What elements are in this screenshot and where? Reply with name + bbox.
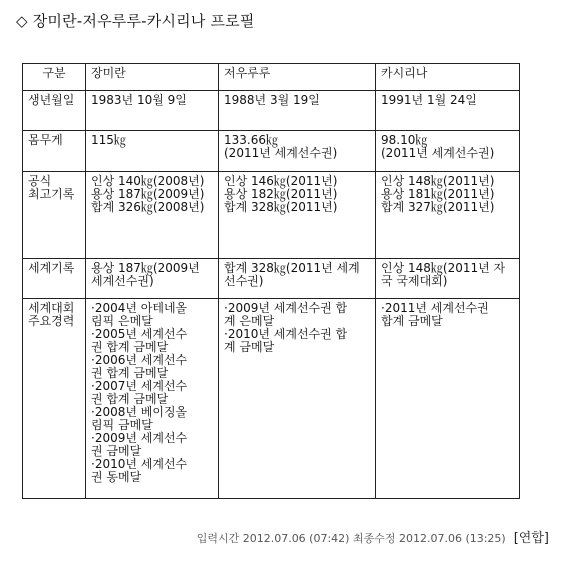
header-category: 구분 [23,64,86,91]
table-cell: ·2011년 세계선수권 합계 금메달 [376,299,520,499]
header-zhou-lulu: 저우루루 [219,64,376,91]
table-cell: 1988년 3월 19일 [219,91,376,131]
table-cell: 인상 148㎏(2011년) 용상 181㎏(2011년) 합계 327㎏(2011년) [376,172,520,259]
table-cell: 용상 187㎏(2009년 세계선수권) [86,259,219,299]
row-label: 공식 최고기록 [23,172,86,259]
table-cell: 98.10㎏ (2011년 세계선수권) [376,131,520,172]
table-row-weight [23,131,520,172]
row-label: 세계기록 [23,259,86,299]
table-header-row [23,64,520,91]
table-cell: 1991년 1월 24일 [376,91,520,131]
table-cell: 115㎏ [86,131,219,172]
page-title: ◇ 장미란-저우루루-카시리나 프로필 [16,12,255,30]
table-cell: 1983년 10월 9일 [86,91,219,131]
table-row-birthdate [23,91,520,131]
timestamp: 입력시간 2012.07.06 (07:42) 최종수정 2012.07.06 (13:25) [196,532,506,545]
table-row-official-records [23,172,520,259]
table-cell: 인상 146㎏(2011년) 용상 182㎏(2011년) 합계 328㎏(2011년) [219,172,376,259]
row-label: 세계대회 주요경력 [23,299,86,499]
article-footer [197,527,549,546]
table-row-world-records [23,259,520,299]
table-cell: 133.66㎏ (2011년 세계선수권) [219,131,376,172]
table-row-career [23,299,520,499]
table-cell: ·2009년 세계선수권 합 계 은메달 ·2010년 세계선수권 합 계 금메달 [219,299,376,499]
row-label: 생년월일 [23,91,86,131]
table-cell: 합계 328㎏(2011년 세계 선수권) [219,259,376,299]
header-jang-miran: 장미란 [86,64,219,91]
header-kashirina: 카시리나 [376,64,520,91]
table-cell: 인상 140㎏(2008년) 용상 187㎏(2009년) 합계 326㎏(2008년) [86,172,219,259]
table-cell: ·2004년 아테네올 림픽 은메달 ·2005년 세계선수 권 합계 금메달 ·2006년 세계선수 권 합계 금메달 ·2007년 세계선수 권 합계 금메달 ·2008년 베이징올 림픽 금메달 ·2009년 세계선수 권 금메달 ·2010년 세계선수 권 동메달 [86,299,219,499]
source-label: [연합] [513,531,549,546]
table-cell: 인상 148㎏(2011년 자 국 국제대회) [376,259,520,299]
profile-table [22,63,520,499]
row-label: 몸무게 [23,131,86,172]
